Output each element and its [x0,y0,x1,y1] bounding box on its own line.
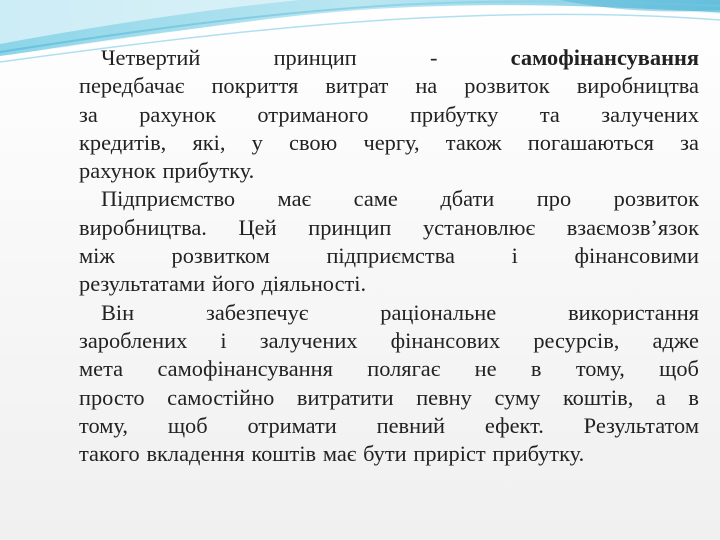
word: принцип [273,45,357,70]
word: про [536,186,572,212]
word: за [79,101,98,127]
word: установлює [422,214,536,240]
word: в [688,384,699,410]
word: фінансових [390,327,501,353]
word: розвиток [613,186,699,212]
text-line [79,214,699,242]
word: фінансовими [574,243,699,269]
word: тому, [79,412,128,438]
word: взаємозв’язок [566,214,699,240]
word: а [655,384,666,410]
word: має [322,441,357,467]
word: певний [376,412,446,438]
word: саме [353,186,398,212]
word: на [415,73,438,99]
word: полягає [367,356,441,382]
text-line [79,129,699,157]
text-line [79,242,699,270]
word: свою [289,129,338,155]
text-line [79,157,699,185]
word: передбачає [79,73,185,99]
text-line [79,44,699,72]
word: і [511,243,518,269]
word: дбати [440,186,495,212]
body-text [79,44,699,468]
word: мета [79,356,124,382]
text-line [79,412,699,440]
word: зароблених [79,327,188,353]
word: які, [192,129,226,155]
word: просто [79,384,145,410]
word: розвитком [171,243,270,269]
word: ресурсів, [533,327,620,353]
word: прибутку [409,101,499,127]
word: погашаються [527,129,654,155]
word: певну [416,384,472,410]
word: використання [568,299,699,325]
word: коштів, [562,384,634,410]
word: прибутку. [162,158,255,184]
word: Результатом [583,412,699,438]
word: діяльності. [261,271,367,297]
word: витрат [325,73,389,99]
word: виробництва [576,73,699,99]
word: тому, [575,356,625,382]
text-line [79,440,699,468]
word: у [251,129,263,155]
word: приріст [413,441,486,467]
word: самостійно [167,384,275,410]
word: не [474,356,497,382]
text-line [79,185,699,213]
word: суму [494,384,541,410]
highlighted-term: самофінансування [510,45,699,70]
word: покриття [211,73,299,99]
word: і [220,327,227,353]
word: забезпечує [206,299,309,325]
word: має [277,186,312,212]
text-line [79,327,699,355]
word: залучених [259,327,358,353]
word: Він [101,299,135,325]
word: в [530,356,542,382]
word: між [79,243,115,269]
word: коштів [251,441,317,467]
word: Четвертий [101,45,201,70]
word: отриманого [257,101,369,127]
text-line [79,270,699,298]
text-line [79,355,699,383]
word: чергу, [363,129,420,155]
text-line [79,384,699,412]
word: - [429,45,438,70]
word: раціональне [380,299,497,325]
word: адже [652,327,699,353]
word: також [445,129,502,155]
word: ефект. [484,412,544,438]
word: Цей [238,214,277,240]
text-line [79,72,699,100]
word: кредитів, [79,129,167,155]
word: витратити [296,384,394,410]
word: залучених [601,101,699,127]
word: бути [363,441,407,467]
word: щоб [167,412,208,438]
word: результатами [79,271,206,297]
word: щоб [659,356,699,382]
word: самофінансування [157,356,333,382]
word: Підприємство [101,186,236,212]
word: вкладення [146,441,245,467]
word: розвиток [464,73,550,99]
word: принцип [308,214,392,240]
word: отримати [247,412,337,438]
text-line [79,299,699,327]
word: його [211,271,255,297]
word: та [539,101,560,127]
word: виробництва. [79,214,207,240]
word: прибутку. [492,441,585,467]
text-line [79,101,699,129]
word: за [680,129,699,155]
word: рахунок [139,101,216,127]
word: такого [79,441,140,467]
word: рахунок [79,158,156,184]
word: підприємства [326,243,455,269]
